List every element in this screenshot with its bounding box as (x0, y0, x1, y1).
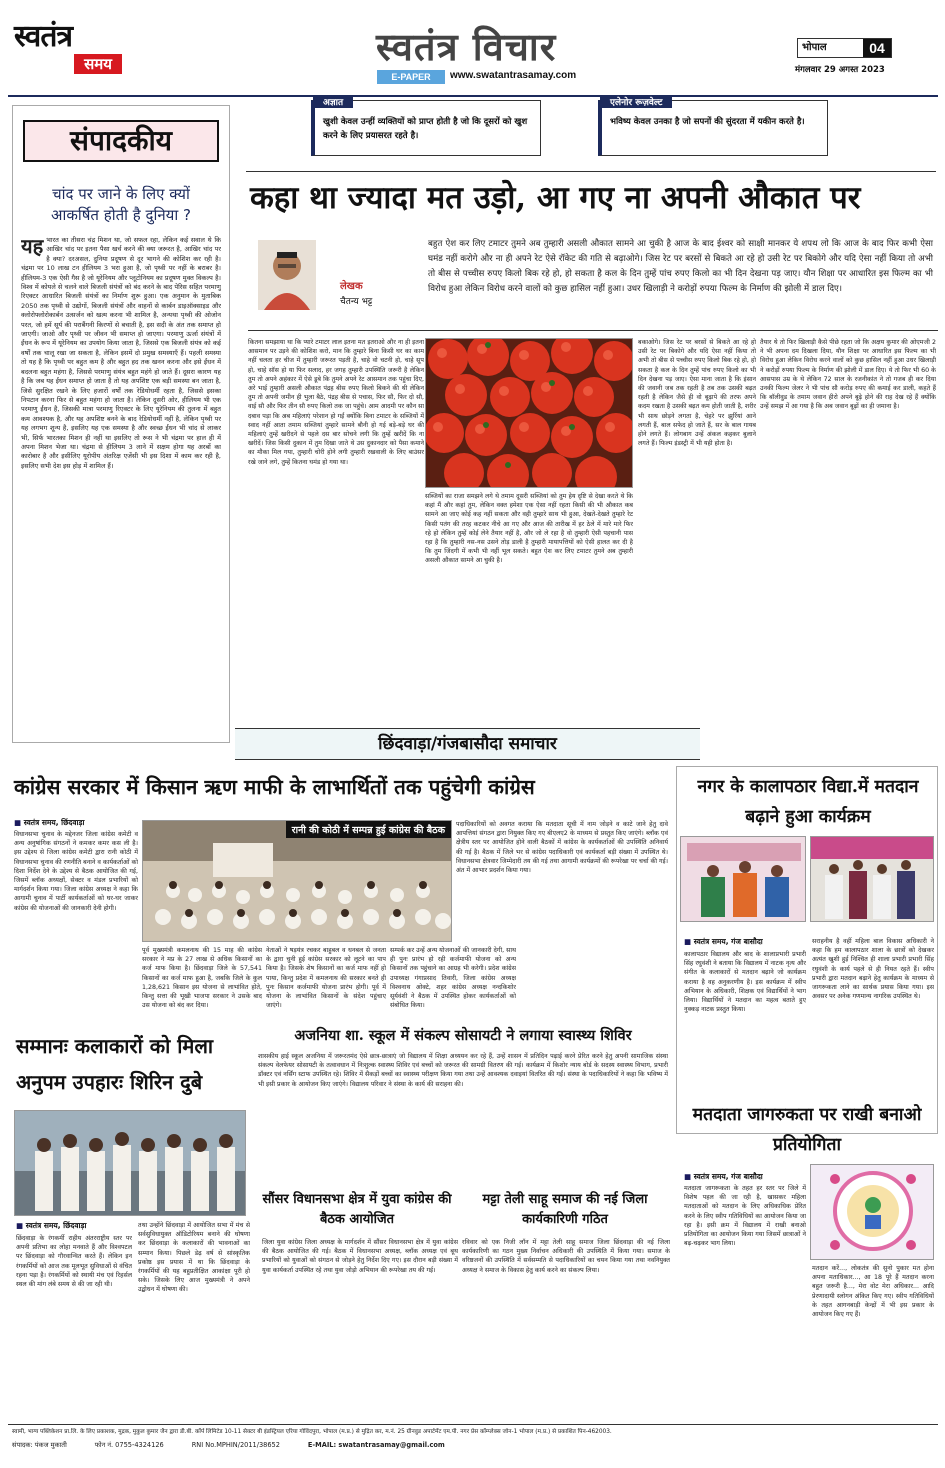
masthead-logo (14, 20, 124, 92)
congress-col-5: पदाधिकारियों को अवगत कराया कि मतदाता सूची में नाम जोड़ने व काटे जाने हेतु दावे आपत्तियां संगठन द्वारा नियुक्त किए गए बीएलए2 के माध्यम से प्रस्तुत किए जाएंगे। ब्लॉक एवं क्षेत्रीय स्तर पर आयोजित होने वाली बैठकों में कांग्रेस के कार्यकर्ताओं की उपस्थिति अनिवार्य की गई है। बैठक में जिले भर से कांग्रेस पदाधिकारी एवं कार्यकर्ता बड़ी संख्या में उपस्थित थे। विधानसभा क्षेत्रवार जिम्मेदारी तय की गई तथा आगामी कार्यक्रमों की रूपरेखा पर चर्चा की गई। अंत में आभार प्रदर्शन किया गया। (456, 821, 668, 875)
kala-photo-1-svg (681, 837, 806, 922)
samman-photo-svg (15, 1111, 246, 1216)
congress-col-2: पूर्व मुख्यमंत्री कमलनाथ की 15 माह की कांग्रेस सरकार ने मप्र के 27 लाख से अधिक किसानों का कर्ज माफ किया है। छिंदवाड़ा जिले के 57,541 किसानों का कर्ज माफ हुआ है, जबकि जिले के कुल 1,28,621 किसान इस योजना से लाभांवित होते, किन्तु सत्ता की भूखी भाजपा सरकार ने उसके बाद उस योजना को बंद कर दिया। (142, 947, 262, 1010)
editorial-headline: चांद पर जाने के लिए क्यों आकर्षित होती है दुनिया ? (51, 185, 191, 224)
rakhi-photo-svg (811, 1165, 934, 1260)
congress-photo-svg (143, 821, 452, 942)
lead-headline-rule (246, 171, 936, 172)
quote-2-author: एलेनोर रूज़वेल्ट (600, 95, 672, 108)
samman-byline: ■ स्वतंत्र समय, छिंदवाड़ा (16, 1221, 86, 1231)
footer-email[interactable]: E-MAIL: swatantrasamay@gmail.com (307, 1441, 445, 1449)
kala-photo-2-svg (811, 837, 934, 922)
footer-imprint: स्वामी, भाग्य पब्लिकेशन प्रा.लि. के लिए प्रकाशक, मुद्रक, मुकुल कुमार जैन द्वारा डी.बी. कॉर्प लिमिटेड 10-11 सेक्टर बी इंडस्ट्रियल एरिया गोविंदपुरा, भोपाल (म.प्र.) से मुद्रित कर, म.नं. 25 ग्रीनवुड अपार्टमेंट एम.पी. नगर प्रेस कॉम्प्लेक्स जोन-1 भोपाल (म.प्र.) से प्रकाशित पिन-462003. (12, 1429, 612, 1435)
edition-box (797, 38, 892, 58)
kala-col-1: कालापठार विद्यालय और बाद के शालाप्रभारी प्रभारी सिंह रघुवंशी ने बताया कि विद्यालय में नाटक नृत्य और संगीत के कलाकारों से मतदान बढ़ाने जो कार्यक्रम कराया है वह अनुकरणीय है। इस कार्यक्रम में स्वीप अभियान के अधिकारी, शिक्षक एवं विद्यार्थियों ने भाग लिया। विद्यार्थियों ने मतदान का महत्व बताते हुए नुक्कड़ नाटक प्रस्तुत किया। (684, 951, 806, 1014)
samman-photo (14, 1110, 246, 1216)
footer-meta (12, 1440, 932, 1450)
kala-byline: ■ स्वतंत्र समय, गंज बासौदा (684, 937, 763, 947)
website-link[interactable]: www.swatantrasamay.com (450, 70, 577, 81)
quote-2 (598, 100, 828, 156)
editorial-label: संपादकीय (70, 124, 172, 157)
editorial-label-box (23, 120, 219, 162)
ajaniya-body: शासकीय हाई स्कूल अजनिया में जरूरतमंद ऐसे छात्र-छात्राएं जो विद्यालय में शिक्षा अध्ययन कर रहे हैं, उन्हें शासन में प्रतिदिन पढ़ाई करने प्रेरित करने हेतु अपनी सामाजिक संस्था संकल्प वेलफेयर सोसायटी के तत्वावधान में निःशुल्क स्वास्थ्य शिविर एवं बच्चों को जरूरत की सामग्री वितरण की गई। कार्यक्रम में किशोर न्याय बोर्ड के सदस्य स्वास्थ्य विभाग, प्रभारी डॉक्टर एवं नर्सिंग स्टाफ उपस्थित रहे। शिविर में सैकड़ों बच्चों का स्वास्थ्य परीक्षण किया गया तथा उन्हें आवश्यक दवाइयां वितरित की गईं। संस्था के पदाधिकारियों ने कहा कि भविष्य में भी इसी प्रकार के आयोजन किए जाएंगे। विद्यालय परिवार ने संस्था के कार्य की सराहना की। (258, 1053, 668, 1088)
author-photo-svg (258, 240, 316, 310)
congress-col-1: विधानसभा चुनाव के मद्देनजर जिला कांग्रेस कमेटी व अन्य अनुषांगिक संगठनों ने कमकर कमर कस ली है। इस उद्देश्य से जिला कांग्रेस कमेटी द्वारा रानी कोठी में विधानसभा चुनाव की रणनीति बनाने व कार्यकर्ताओं को दिशा निर्देश देने के उद्देश्य से बैठक आयोजित की गई, जिसमें ब्लॉक अध्यक्षों, सेक्टर व मंडल प्रभारियों को मार्गदर्शन किया गया। जिला कांग्रेस अध्यक्ष ने कहा कि आगामी चुनाव में पार्टी कार्यकर्ताओं को घर-घर जाकर कांग्रेस की योजनाओं की जानकारी देनी होगी। (14, 831, 138, 912)
samman-headline: सम्मानः कलाकारों को मिला अनुपम उपहारः शिरिन दुबे (16, 1034, 214, 1094)
lead-col-2: सब्जियों का राजा समझने लगे थे तमाम दूसरी सब्जियां को तुम हेय दृष्टि से देखा करते थे कि कहां मैं और कहां तुम, लेकिन वक्त हमेशा एक ऐसा नहीं रहता किसी की भी औकात कब सामने आ जाए कोई कह नहीं सकता और वही तुम्हारे साथ भी हुआ, देखते-देखते तुम्हारे रेट किसी पतंग की तरह कटकर नीचे आ गए और आज की तारीख में हर ठेले में मारे मारे फिर रहे हो लेकिन तुम्हें कोई लेने तैयार नहीं है, और जो ले रहा है वो तुम्हारी ऐसी पहचानी पास रहा है कि तुम्हारी नस-नस उसने तोड़ डाली है तुम्हारी मायापत्तियों को ऐसी हालत कर दी है कि तुम जिंदगी में कभी भी नहीं भूल सकते। बहुत ऐश कर लिए टमाटर तुमने अब तुम्हारी असली औकात सामने आ चुकी है। (425, 493, 633, 565)
epaper-badge: E-PAPER (377, 70, 445, 84)
quote-1-author: अज्ञात (313, 95, 353, 108)
sausar-headline: सौंसर विधानसभा क्षेत्र में युवा कांग्रेस की बैठक आयोजित (262, 1192, 452, 1227)
matta-body: रविवार को एक निजी लॉन में मट्टा तेली साहू समाज जिला छिंदवाड़ा की नई जिला कार्यकारिणी का गठन मुख्य निर्वाचन अधिकारी की उपस्थिति में किया गया। समाज के वरिष्ठजनों की उपस्थिति में सर्वसम्मति से पदाधिकारियों का चयन किया गया तथा नवनियुक्त अध्यक्ष ने समाज के विकास हेतु कार्य करने का संकल्प लिया। (462, 1239, 670, 1274)
lead-intro: बहुत ऐश कर लिए टमाटर तुमने अब तुम्हारी असली औकात सामने आ चुकी है आज के बाद ईश्वर को साक्षी मानकर ये शपथ लो कि आज के बाद फिर कभी ऐसा घमंड नहीं करोगे और ना ही अपने रेट ऐसे रॉकेट की गति से बढ़ाओगे। जिस रेट पर बरसों से बिकते आ रहे हो उसी रेट पर बिकोगे और यदि ऐसा नहीं किया तो अभी तो बीस से पच्चीस रुपए किलो बिक रहे हो, हो सकता है कल के दिन तुम्हें पांच रुपए किलो का भी दिन देखना पड़ जाए। यौन शिक्षा पर आधारित इस फिल्म का भी विरोध हुआ लेकिन विरोध करने वालों को कुछ हासिल नहीं हुआ। उधर खिलाड़ी ने करोड़ों रुपया फिल्म के निर्माण की झोली में डाल दिए। (428, 239, 933, 294)
congress-photo-caption: रानी की कोठी में सम्पन्न हुई कांग्रेस की बैठक (286, 821, 451, 838)
quote-2-text: भविष्य केवल उनका है जो सपनों की सुंदरता में यकीन करते है। (610, 117, 805, 127)
edition-date: मंगलवार 29 अगस्त 2023 (795, 65, 885, 75)
quote-1 (311, 100, 541, 156)
footer-rule (8, 1424, 938, 1425)
congress-col-3: नेताओं ने षड़यंत्र रचकर बाहुबल व धनबल से जनता के द्वारा चुनी हुई कांग्रेस सरकार को लूटने का पाप किया है। जिसके शेष किसानों का कर्ज माफ नहीं हो पाया, किन्तु प्रदेश में कमलनाथ की सरकार बनते ही पुनः किसान कर्जमाफी योजना प्रारंभ होगी। पूर्व में योजना के लाभांवित किसानों के संदेश पहुंचाए जाएंगे। (266, 947, 386, 1010)
editorial-dropcap: यह (21, 236, 44, 258)
matdata-byline: ■ स्वतंत्र समय, गंज बासौदा (684, 1172, 763, 1182)
congress-photo (142, 820, 452, 942)
footer-rni: RNI No.MPHIN/2011/38652 (191, 1441, 280, 1449)
congress-col-4: सम्पर्क कर उन्हें अन्य योजनाओं की जानकारी देगी, साथ ही पुनः प्रारंभ हो रही कर्जमाफी योजना को अन्य किसानों तक पहुंचाने का आग्रह भी करेगी। प्रदेश कांग्रेस उपाध्यक्ष गंगाप्रसाद तिवारी, जिला कांग्रेस अध्यक्ष विश्वनाथ ओक्टे, शहर कांग्रेस अध्यक्ष नन्दकिशोर सूर्यवंशी ने बैठक में उपस्थित होकर कार्यकर्ताओं को संबोधित किया। (390, 947, 516, 1010)
editorial-column (12, 105, 230, 743)
editorial-body (21, 236, 221, 728)
matdata-headline: मतदाता जागरुकता पर राखी बनाओ प्रतियोगिता (692, 1105, 922, 1155)
author-label: लेखक (340, 281, 363, 292)
section-banner-text: छिंदवाड़ा/गंजबासौदा समाचार (378, 734, 557, 754)
matdata-col-1: मतदाता जागरूकता के तहत हर स्तर पर जिले में विशेष पहल की जा रही है, खासकर महिला मतदाताओं को मतदान के लिए अधिकाधिक प्रेरित करने के लिए स्वीप गतिविधियों का आयोजन किया जा रहा है। इसी क्रम में विद्यालय में राखी बनाओ प्रतियोगिता का आयोजन किया गया जिसमें छात्राओं ने बढ़-चढ़कर भाग लिया। (684, 1185, 806, 1248)
kala-photo-1 (680, 836, 806, 922)
lead-headline: कहा था ज्यादा मत उड़ो, आ गए ना अपनी औकात पर (250, 180, 861, 216)
samman-col-1: छिंदवाड़ा के रंगकर्मी राहीय अंतरराष्ट्रीय स्तर पर अपनी प्रतिभा का लोहा मनवाते हैं और विश्वपटल पर छिंदवाड़ा को गौरवान्वित करते हैं। लेकिन इन रंगकर्मियों को आज तक मूलभूत सुविधाओं से वंचित रहना पड़ा है। रंगकर्मियों को स्थायी मंच एवं रिहर्सल स्थल की मांग लंबे समय से की जा रही थी। (16, 1235, 132, 1289)
logo-bottom: समय (74, 54, 122, 74)
kala-col-2: सराहनीय है वहीं महिला बाल विकास अधिकारी ने कहा कि हम कालापठार शाला के छात्रों को देखकर अत्यंत खुशी हुई निश्चित ही शाला प्रभारी प्रभारी सिंह रघुवंशी के कार्य पहले से ही नियत रहते हैं। स्वीप प्रभारी द्वारा मतदान बढ़ाने हेतु कार्यक्रम के माध्यम से जागरूकता लाने का सार्थक प्रयास किया गया। इस अवसर पर अनेक गणमान्य नागरिक उपस्थित थे। (812, 938, 934, 1001)
quote-1-text: खुशी केवल उन्हीं व्यक्तियों को प्राप्त होती है जो कि दूसरों को खुश करने के लिए प्रयासरत रहते है। (323, 117, 528, 141)
sausar-body: जिला युवा कांग्रेस जिला अध्यक्ष के मार्गदर्शन में सौंसर विधानसभा क्षेत्र में युवा कांग्रेस की बैठक आयोजित की गई। बैठक में विधानसभा अध्यक्ष, ब्लॉक अध्यक्ष एवं बूथ प्रभारियों को युवाओं को संगठन से जोड़ने हेतु निर्देश दिए गए। इस दौरान बड़ी संख्या में युवा कार्यकर्ता उपस्थित रहे तथा युवा जोड़ो अभियान की रूपरेखा तय की गई। (262, 1239, 458, 1274)
lead-col-1: कितना समझाया था कि प्यारे टमाटर लाल इतना मत इतराओ और ना ही इतना आसमान पर उड़ने की कोशिश करो, मान कि तुम्हारे बिना किसी घर का काम नहीं चलता हर चीज में तुम्हारी जरूरत पड़ती है, चाहे वो चटनी हो, चाहे सूप हो, चाहे सॉस हो या फिर सलाद, हर जगह तुम्हारी उपस्थिति जरूरी है लेकिन तुम तो अपने अहंकार में ऐसे डूबे कि तुमने अपने रेट आसमान तक पहुंचा दिए, अरे भाई तुम्हारी असली औकात पंद्रह बीस रुपए किलो बिकने की थी लेकिन तुम तो अपनी जमीन ही भुला बैठे, पंद्रह बीस से पचास, फिर सौ, फिर दो सौ, वाई सौ और फिर तीन सौ रुपए किलो तक जा पहुंचे। आम आदमी पर कौन सा दबाव पड़ा कि अब महिलाएं परेशान हो गईं क्योंकि बिना टमाटर के सब्जियों में स्वाद नहीं आता तमाम सब्जियां तुम्हारे सामने बौनी हो गई बड़े-बड़े घर की महिलाएं तुम्हें खरीदने से पहले दस बार सोचने लगी कि तुम्हें खरीदें कि ना खरीदें। जिस किसी दुकान में तुम दिखा जाते थे उस दुकानदार को पैसा कमाने का मौका मिल गया, तुम्हारी चोरी होने लगी तुम्हारी रखवाली के लिए बाउंसर रखे जाने लगे, तुम्हें कितना घमंड हो गया था। (248, 339, 424, 466)
tomato-photo-svg (426, 339, 633, 488)
matta-headline: मट्टा तेली साहू समाज की नई जिला कार्यकारिणी गठित (482, 1192, 648, 1227)
tomato-photo (425, 338, 633, 488)
lead-col-3: बकाओगे। जिस रेट पर बरसों से बिकते आ रहे हो उसी रेट पर बिकोगे और यदि ऐसा नहीं किया तो अभी तो बीस से पच्चीस रुपए किलो बिक रहे हो, हो सकता है कल के दिन तुम्हें पांच रुपए किलो का भी दिन देखना पड़ जाए। ऐसा माना जाता है कि इंसान की जवानी जब तक रहती है तब तक उसकी बढ़त रहती है लेकिन जैसे ही वो बूढ़ापे की तरफ अपने कदम रखता है उसकी बढ़त कम होती जाती है, शरीर भी साथ छोड़ने लगता है, चेहरे पर झुर्रियां आने लगती हैं, बाल सफेद हो जाते हैं, सर के बाल गायब होने लगते हैं। लोगबाग उन्हें अंकल कहकर बुलाने लगते हैं। फिल्म इंडस्ट्री में भी यही होता है। (638, 339, 756, 448)
edition-city: भोपाल (802, 42, 827, 53)
kala-photo-2 (810, 836, 934, 922)
footer-editor: संपादक: पंकज मुकाती (12, 1441, 67, 1449)
masthead-title: स्वतंत्र विचार (376, 24, 557, 69)
rakhi-photo (810, 1164, 934, 1260)
lead-rule (248, 330, 938, 331)
footer-phone: फोन नं. 0755-4324126 (94, 1441, 164, 1449)
author-photo (258, 240, 316, 310)
editorial-text: भारत का तीसरा चंद्र मिशन था, जो सफल रहा, लेकिन कई सवाल थे कि आखिर चांद पर इतना पैसा खर्च करने की क्या जरूरत है, आखिर चांद पर है क्या? दरअसल, दुनिया प्रदूषण से दूर भागने की कोशिश कर रही है। चंद्रमा पर 10 लाख टन हीलियम 3 भरा हुआ है, जो पृथ्वी पर नहीं के बराबर है। हीलियम-3 एक ऐसी गैस है जो यूरेनियम और प्लूटोनियम का प्रदूषण मुक्त विकल्प है। विश्व में कोयले से चलने वाले बिजली संयंत्रों को बंद करने के बाद पेरिस सहित परमाणु रिएक्टर आधारित बिजली संयंत्रों का निर्माण शुरू हुआ। एक अनुमान के मुताबिक 2050 तक पृथ्वी से उद्योगों, बिजली संयंत्रों और वाहनों से कार्बन डाइऑक्साइड और क्लोरोफ्लोरोकार्बन उत्सर्जन को खत्म करना भी शामिल है, अन्यथा पृथ्वी की ओजोन परत, जो हमें सूर्य की पराबैंगनी किरणों से बचाती है, इस सदी के अंत तक समाप्त हो जाएगी। जाओ और पृथ्वी पर जीवन भी समाप्त हो जाएगा। परमाणु ऊर्जा संयंत्रों में ईंधन के रूप में यूरेनियम का उपयोग किया जाता है, जिससे एक बिजली संयंत्र को कई वर्षों तक चालू रखा जा सकता है, लेकिन इसमें दो प्रमुख समस्याएँ हैं। पहली समस्या तो यह है कि पृथ्वी पर बहुत कम है और बहुत हद तक खनन करना और इसे ईंधन में बदलना बहुत महंगा है, जिससे परमाणु संयंत्र बहुत महंगे हो जाते हैं। दूसरा कारण यह है कि जब यह ईंधन समाप्त हो जाता है तो यह अपशिष्ट एक बड़ी समस्या बन जाता है, जिसे सुरक्षित रखने के लिए हजारों वर्षों तक रेडियोधर्मी रहता है, जिससे इसका निपटान करना फिर से बहुत महंगा हो जाता है। लेकिन दूसरी ओर, हीलियम भी एक परमाणु ईंधन है, जिसकी मात्रा परमाणु रिएक्टर के लिए यूरेनियम की तुलना में बहुत कम आवश्यक है, और यह अपशिष्ट बनने के बाद रेडियोधर्मी नहीं है, लेकिन पृथ्वी पर यह लगभग शून्य है, इसलिए यह एक समस्या है और स्वच्छ ईंधन भी चांद से लाकर भी, सिर्फ भारतका मिशन ही नहीं था इसलिए तो रूस ने भी चंद्रमा पर हाल ही में अपना मिशन भेजा था। चंद्रमा से हीलियम 3 लाने में सक्षम होगा यह अरबों का कारोबार है और इसीलिए यूरोपीय अंतरिक्ष एजेंसी भी इस दिशा में काम कर रही है, इसलिए सभी देश इस होड़ में शामिल हैं। (21, 236, 221, 470)
masthead-rule (8, 95, 938, 97)
samman-col-2: तथा उन्होंने छिंदवाड़ा में आयोजित सभा में मंच से सर्वसुविधायुक्त ऑडिटोरियम बनाने की घोषणा कर छिंदवाड़ा के कलाकारों की भावनाओं का सम्मान किया। पिछले डेढ़ वर्ष से सांस्कृतिक प्रकोष्ठ इस प्रयास में था कि छिंदवाड़ा के रंगकर्मियों की यह बहुप्रतीक्षित आकांक्षा पूरी हो सके। जिसके लिए आज मुख्यमंत्री ने अपने उद्बोधन में घोषणा की। (138, 1222, 250, 1294)
congress-headline: कांग्रेस सरकार में किसान ऋण माफी के लाभार्थितों तक पहुंचेगी कांग्रेस (14, 775, 535, 799)
author-name: चैतन्य भट्ट (340, 297, 373, 307)
ajaniya-headline: अजनिया शा. स्कूल में संकल्प सोसायटी ने लगाया स्वास्थ्य शिविर (294, 1027, 632, 1044)
kala-headline: नगर के कालापठार विद्या.में मतदान बढ़ाने हुआ कार्यक्रम (697, 777, 919, 827)
congress-byline: ■ स्वतंत्र समय, छिंदवाड़ा (14, 818, 84, 828)
matdata-col-2: मतदान करें..., लोकतंत्र की सुनो पुकार मत होना अपना मताधिकार..., आ 18 पूरे हैं मतदान करना बहुत जरूरी है..., मेरा वोट मेरा अधिकार... आदि प्रेरणादायी स्लोगन अंकित किए गए। स्वीप गतिविधियों के तहत आगनबाड़ी केन्द्रों में भी इस प्रकार के आयोजन किए गए हैं। (812, 1265, 934, 1319)
logo-top: स्वतंत्र (14, 19, 73, 54)
page-number: 04 (863, 39, 891, 57)
section-banner (235, 728, 700, 760)
lead-col-4: तैयार थे तो फिर खिलाड़ी कैसे पीछे रहता जो कि अक्षय कुमार की ओएमजी 2 ने भी अपना दम दिखला दिया, यौन शिक्षा पर आधारित इस फिल्म का भी विरोध हुआ लेकिन विरोध करने वालों को कुछ हासिल नहीं हुआ उधर खिलाड़ी ने करोड़ों रुपया फिल्म के निर्माण की झोली में डाल दिए। ये तो फिर भी 60 के आसपास उम्र के थे लेकिन 72 साल के रजनीकांत ने तो गजब ही कर दिया उनकी फिल्म जेलर ने भी पांच सौ करोड़ रुपए की कमाई कर डाली, कहते हैं कि बॉलीवुड के तमाम जवान हीरो अपने बूढ़े होने की राह देख रहे हैं क्योंकि उन्हें समझ में आ गया है कि अब जवान बूढ़ों का ही जमाना है। (760, 339, 936, 411)
